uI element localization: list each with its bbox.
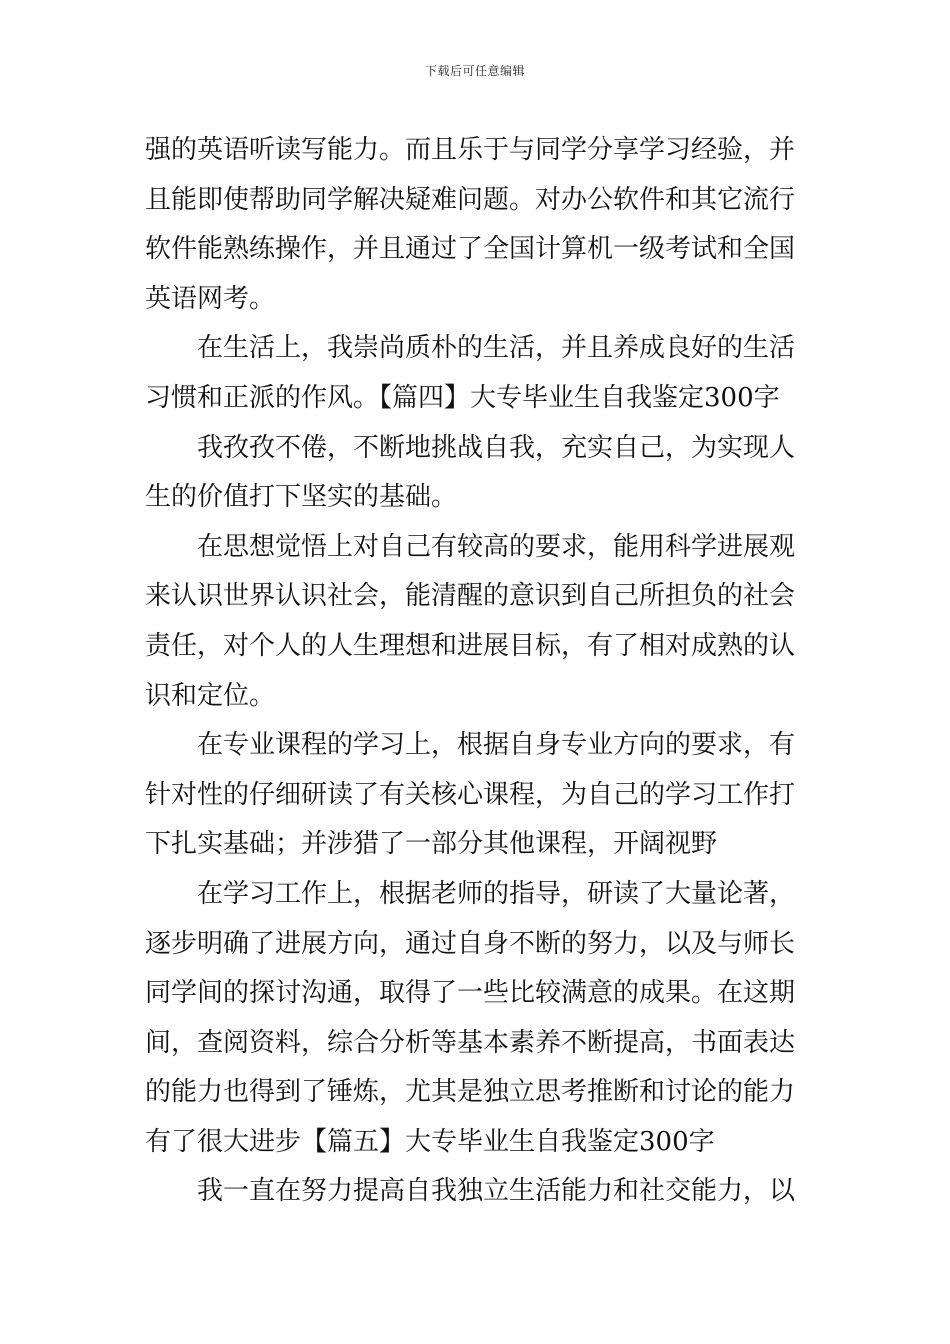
text-line: 英语网考。 (145, 283, 276, 314)
paragraph-start-line: 我一直在努力提高自我独立生活能力和社交能力，以 (197, 1176, 796, 1207)
text-line: 同学间的探讨沟通，取得了一些比较满意的成果。在这期 (145, 978, 796, 1009)
text-line: 习惯和正派的作风。【篇四】大专毕业生自我鉴定300字 (145, 382, 780, 413)
text-line: 生的价值打下坚实的基础。 (145, 482, 458, 513)
text-line: 有了很大进步【篇五】大专毕业生自我鉴定300字 (145, 1126, 715, 1157)
text-line: 逐步明确了进展方向，通过自身不断的努力，以及与师长 (145, 928, 796, 959)
text-line: 的能力也得到了锤炼，尤其是独立思考推断和讨论的能力 (145, 1077, 796, 1108)
text-line: 责任，对个人的人生理想和进展目标，有了相对成熟的认 (145, 630, 796, 661)
page-header-note: 下载后可任意编辑 (424, 64, 525, 78)
paragraph-start-line: 在思想觉悟上对自己有较高的要求，能用科学进展观 (197, 531, 796, 562)
text-line: 来认识世界认识社会，能清醒的意识到自己所担负的社会 (145, 581, 796, 612)
paragraph-start-line: 在专业课程的学习上，根据自身专业方向的要求，有 (197, 730, 796, 761)
paragraph-start-line: 在生活上，我崇尚质朴的生活，并且养成良好的生活 (197, 333, 796, 364)
text-line: 识和定位。 (145, 680, 276, 711)
text-line: 且能即使帮助同学解决疑难问题。对办公软件和其它流行 (145, 184, 796, 215)
paragraph-start-line: 我孜孜不倦，不断地挑战自我，充实自己，为实现人 (197, 432, 796, 463)
text-line: 强的英语听读写能力。而且乐于与同学分享学习经验，并 (145, 135, 796, 165)
document-body (145, 126, 810, 1217)
paragraph-start-line: 在学习工作上，根据老师的指导，研读了大量论著， (197, 878, 796, 909)
text-line: 间，查阅资料，综合分析等基本素养不断提高，书面表达 (145, 1027, 796, 1058)
text-line: 软件能熟练操作，并且通过了全国计算机一级考试和全国 (145, 234, 796, 265)
text-line: 下扎实基础；并涉猎了一部分其他课程，开阔视野 (145, 829, 718, 860)
text-line: 针对性的仔细研读了有关核心课程，为自己的学习工作打 (145, 779, 796, 810)
